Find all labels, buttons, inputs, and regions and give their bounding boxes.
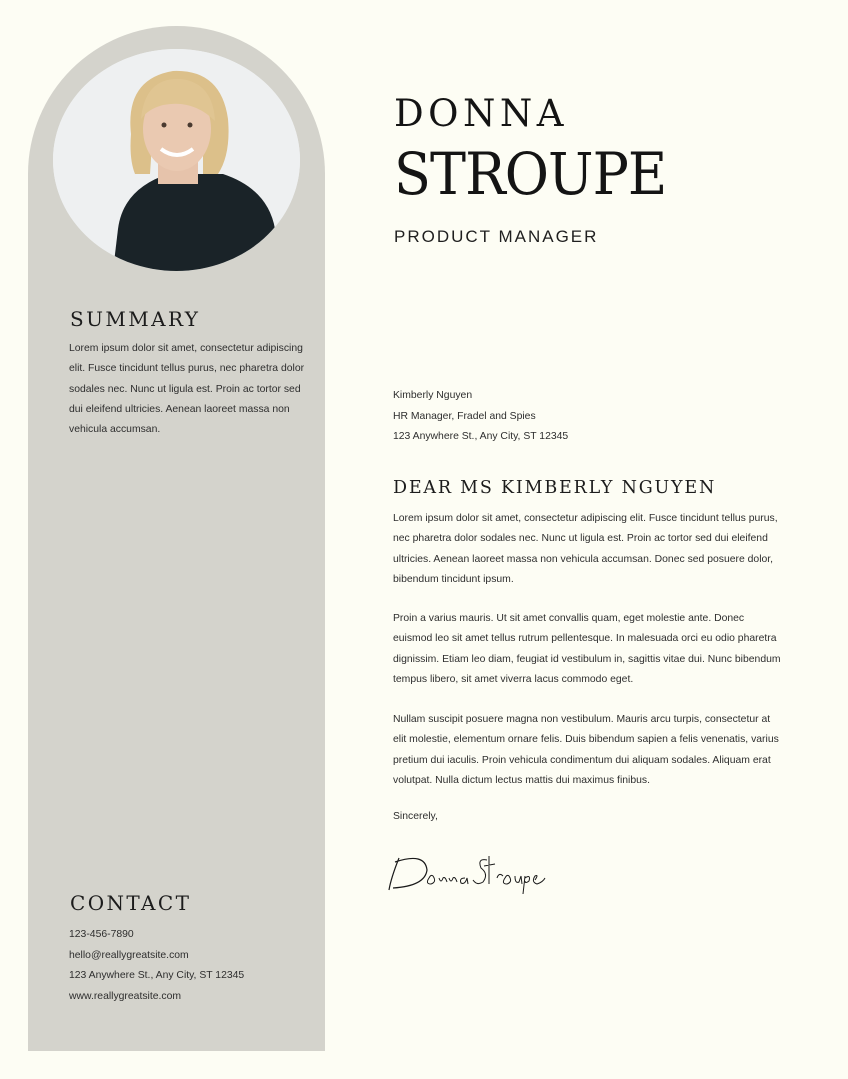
contact-website: www.reallygreatsite.com bbox=[69, 990, 182, 1002]
signature bbox=[385, 848, 550, 903]
recipient-address: 123 Anywhere St., Any City, ST 12345 bbox=[393, 431, 569, 442]
contact-phone: 123-456-7890 bbox=[69, 929, 134, 940]
portrait-photo-icon bbox=[53, 49, 300, 271]
contact-list bbox=[69, 925, 244, 1007]
recipient-name: Kimberly Nguyen bbox=[393, 390, 473, 401]
letter-paragraph-1: Lorem ipsum dolor sit amet, consectetur adipiscing elit. Fusce tincidunt tellus purus, nec pharetra dolor sodales nec. Nunc ut ligula est. Proin ac tortor sed dui eleifend ultricies. Aenean laoreet massa non vehicula accumsan. Donec sed posuere dolor, bibendum tincidunt ipsum. bbox=[393, 513, 778, 585]
closing: Sincerely, bbox=[393, 811, 438, 822]
signature-image bbox=[385, 848, 550, 898]
contact-title: CONTACT bbox=[70, 891, 192, 915]
last-name: STROUPE bbox=[394, 140, 667, 208]
summary-text: Lorem ipsum dolor sit amet, consectetur adipiscing elit. Fusce tincidunt tellus purus, nec pharetra dolor sodales nec. Nunc ut ligula est. Proin ac tortor sed dui eleifend ultricies. Aenean laoreet massa non vehicula accumsan. bbox=[69, 343, 305, 436]
summary-title: SUMMARY bbox=[70, 307, 201, 331]
recipient-position: HR Manager, Fradel and Spies bbox=[393, 410, 536, 422]
profile-photo bbox=[53, 49, 300, 271]
first-name: DONNA bbox=[394, 92, 568, 135]
job-title: PRODUCT MANAGER bbox=[394, 227, 599, 246]
salutation: DEAR MS KIMBERLY NGUYEN bbox=[393, 478, 717, 498]
letter-paragraph-2: Proin a varius mauris. Ut sit amet convallis quam, eget molestie ante. Donec euismod leo sit amet tellus rutrum pellentesque. In malesuada orci eu odio pharetra dignissim. Etiam leo diam, feugiat id vestibulum in, sagittis vitae dui. Nunc bibendum tempus libero, sit amet viverra lacus commodo eget. bbox=[393, 613, 781, 685]
contact-address: 123 Anywhere St., Any City, ST 12345 bbox=[69, 970, 245, 981]
contact-email: hello@reallygreatsite.com bbox=[69, 949, 189, 961]
letter-paragraph-3: Nullam suscipit posuere magna non vestibulum. Mauris arcu turpis, consectetur at elit molestie, elementum ornare felis. Duis bibendum sapien a felis venenatis, varius pretium dui iaculis. Proin vehicula condimentum dui aliquam sodales. Aliquam erat volutpat. Nulla dictum lectus mattis dui maximus finibus. bbox=[393, 714, 779, 786]
recipient-block bbox=[393, 386, 568, 448]
